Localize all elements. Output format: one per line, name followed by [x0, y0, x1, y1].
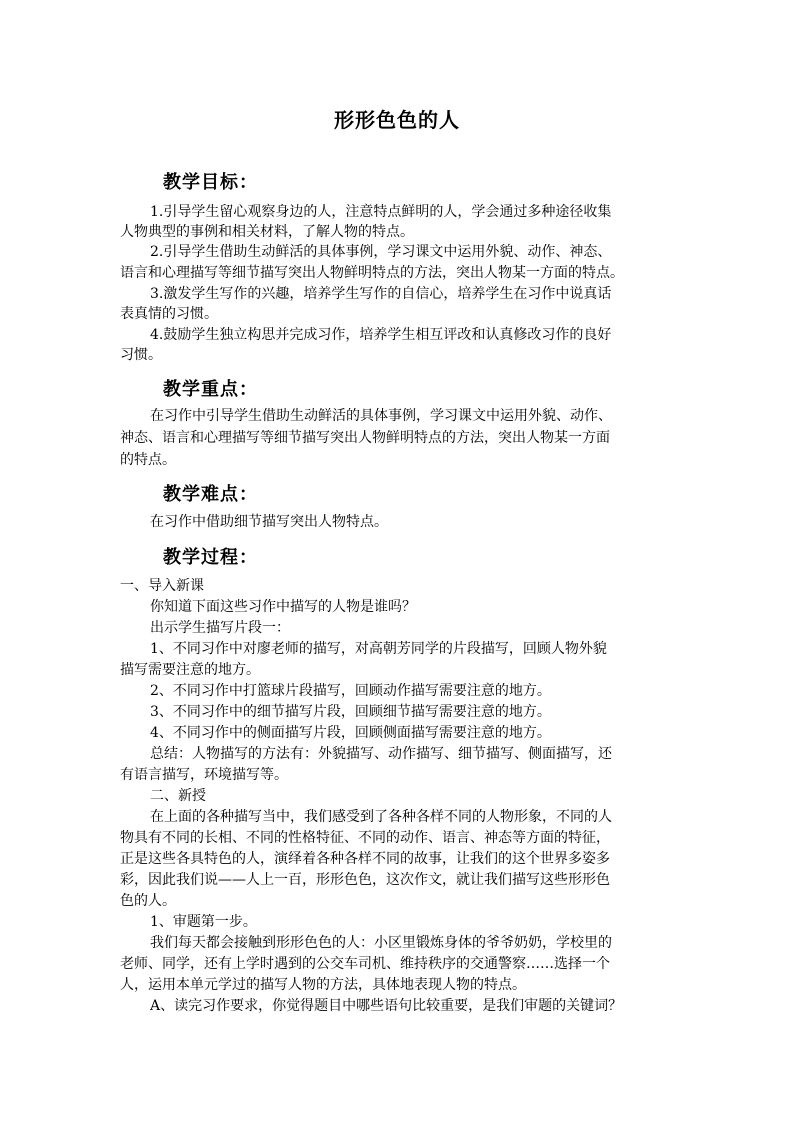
difficulties-line: 在习作中借助细节描写突出人物特点。: [150, 514, 388, 530]
process-line: 在上面的各种描写当中，我们感受到了各种各样不同的人物形象，不同的人: [150, 809, 612, 825]
key-points-line: 神态、语言和心理描写等细节描写突出人物鲜明特点的方法，突出人物某一方面: [120, 430, 610, 446]
goals-line: 习惯。: [120, 347, 162, 363]
process-line: 3、不同习作中的细节描写片段，回顾细节描写需要注意的地方。: [150, 704, 551, 720]
process-line: 出示学生描写片段一：: [150, 620, 290, 636]
process-line: 物具有不同的长相、不同的性格特征、不同的动作、语言、神态等方面的特征，: [120, 830, 610, 846]
process-line: 老师、同学，还有上学时遇到的公交车司机、维持秩序的交通警察……选择一个: [120, 956, 610, 972]
goals-line: 1.引导学生留心观察身边的人，注意特点鲜明的人，学会通过多种途径收集: [150, 204, 612, 220]
goals-line: 3.激发学生写作的兴趣，培养学生写作的自信心，培养学生在习作中说真话: [150, 286, 612, 302]
section-heading-key-points: 教学重点：: [163, 379, 258, 400]
goals-line: 语言和心理描写等细节描写突出人物鲜明特点的方法，突出人物某一方面的特点。: [120, 265, 624, 281]
process-line: 二、新授: [150, 788, 206, 804]
goals-line: 4.鼓励学生独立构思并完成习作，培养学生相互评改和认真修改习作的良好: [150, 327, 612, 343]
process-line: 彩，因此我们说——人上一百，形形色色，这次作文，就让我们描写这些形形色: [120, 872, 610, 888]
process-line: 总结：人物描写的方法有：外貌描写、动作描写、细节描写、侧面描写，还: [150, 746, 612, 762]
process-line: 色的人。: [120, 893, 176, 909]
process-line: 一、导入新课: [120, 578, 204, 594]
section-heading-goals: 教学目标：: [163, 172, 258, 193]
process-line: 我们每天都会接触到形形色色的人：小区里锻炼身体的爷爷奶奶，学校里的: [150, 935, 612, 951]
process-line: 1、审题第一步。: [150, 914, 257, 930]
key-points-line: 在习作中引导学生借助生动鲜活的具体事例，学习课文中运用外貌、动作、: [150, 408, 612, 424]
page-title: 形形色色的人: [334, 108, 460, 132]
process-line: 正是这些各具特色的人，演绎着各种各样不同的故事，让我们的这个世界多姿多: [120, 851, 610, 867]
process-line: 描写需要注意的地方。: [120, 662, 260, 678]
goals-line: 人物典型的事例和相关材料，了解人物的特点。: [120, 224, 414, 240]
process-line: 1、不同习作中对廖老师的描写，对高朝芳同学的片段描写，回顾人物外貌: [150, 641, 607, 657]
process-line: 2、不同习作中打篮球片段描写，回顾动作描写需要注意的地方。: [150, 683, 551, 699]
section-heading-difficulties: 教学难点：: [163, 484, 258, 505]
key-points-line: 的特点。: [120, 452, 176, 468]
goals-line: 表真情的习惯。: [120, 306, 218, 322]
process-line: 4、不同习作中的侧面描写片段，回顾侧面描写需要注意的地方。: [150, 725, 551, 741]
process-line: 人，运用本单元学过的描写人物的方法，具体地表现人物的特点。: [120, 977, 526, 993]
process-line: 你知道下面这些习作中描写的人物是谁吗？: [150, 599, 416, 615]
process-line: 有语言描写，环境描写等。: [120, 767, 288, 783]
process-line: A、读完习作要求，你觉得题目中哪些语句比较重要，是我们审题的关键词？: [150, 998, 623, 1014]
section-heading-process: 教学过程：: [163, 547, 258, 568]
goals-line: 2.引导学生借助生动鲜活的具体事例，学习课文中运用外貌、动作、神态、: [150, 244, 612, 260]
